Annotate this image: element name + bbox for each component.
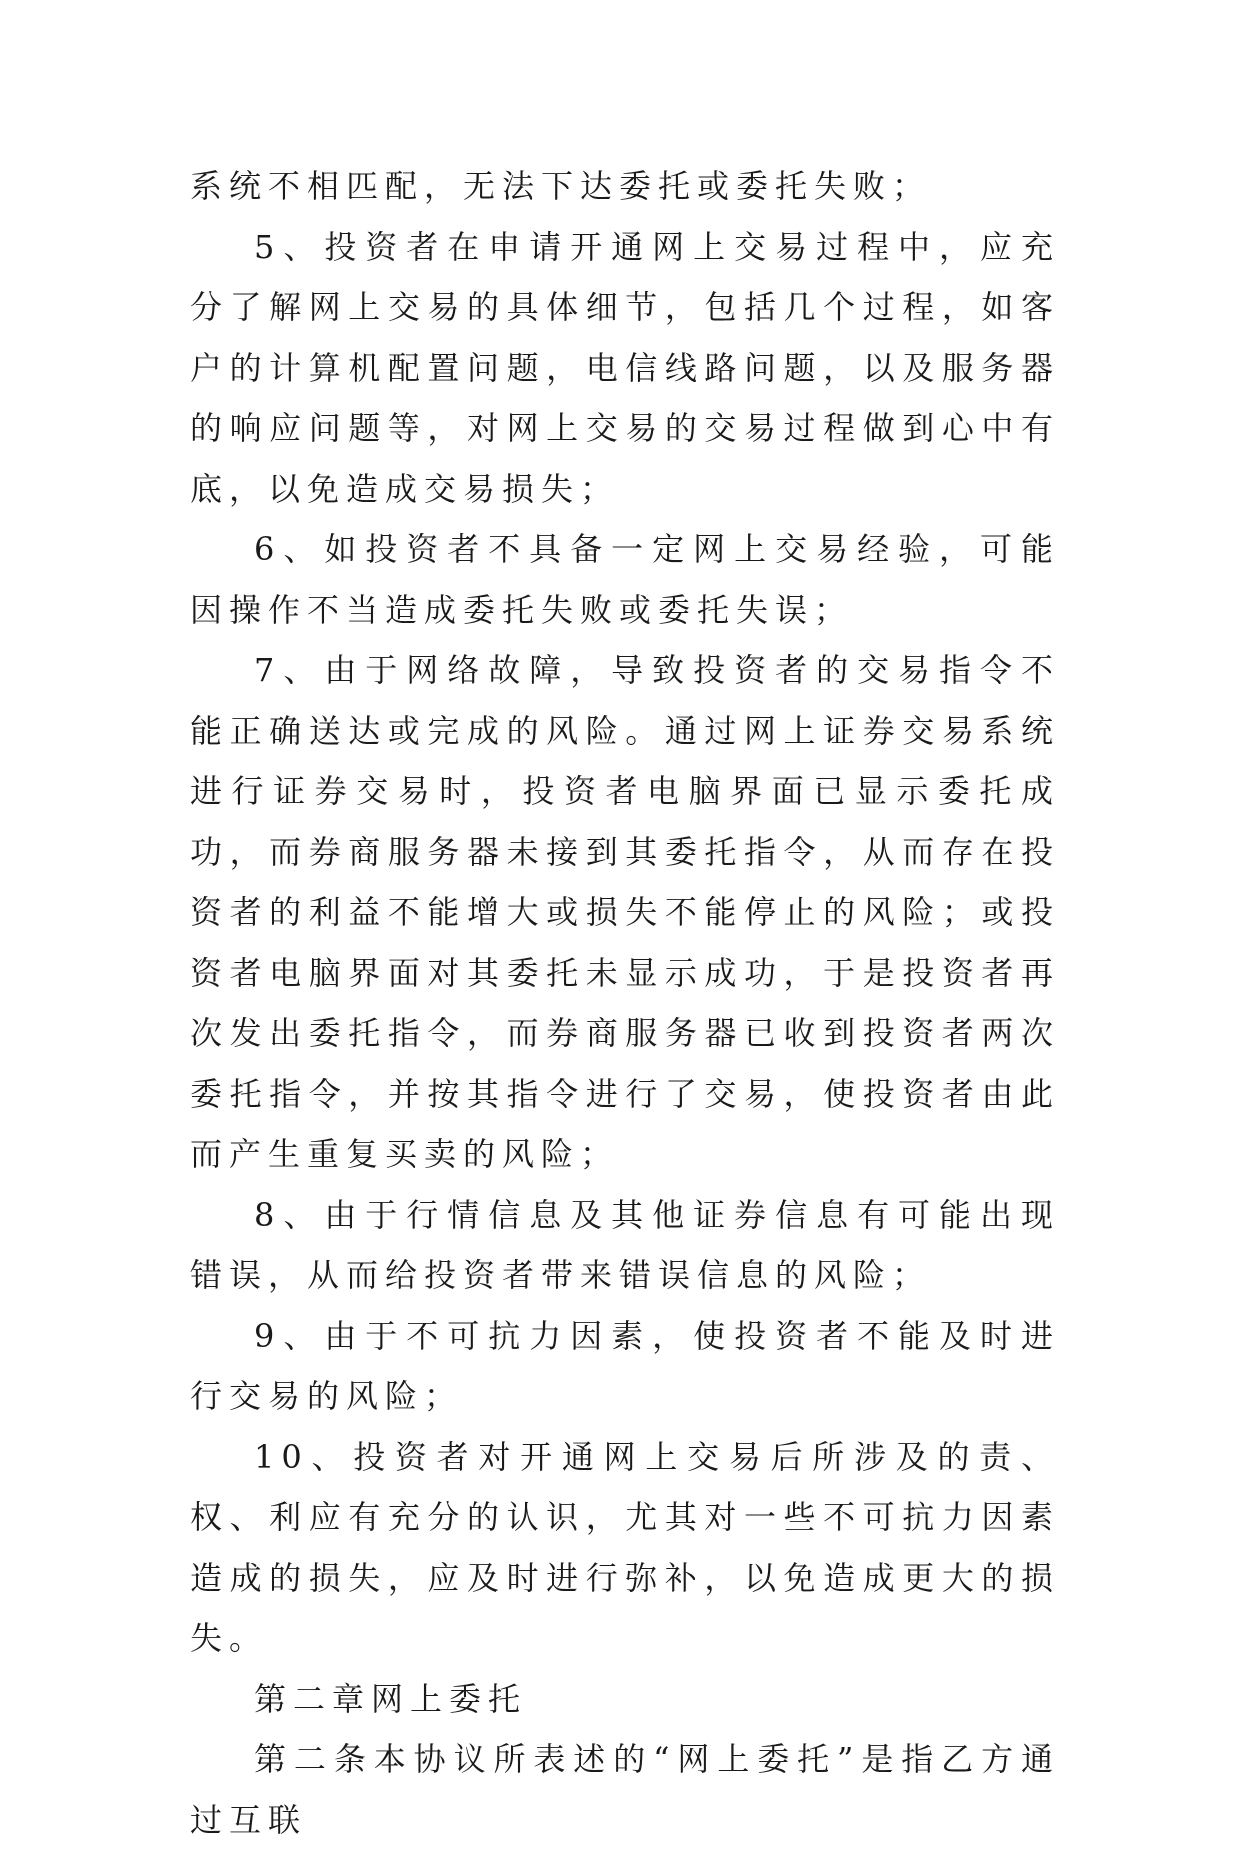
paragraph-item-5: 5、投资者在申请开通网上交易过程中，应充分了解网上交易的具体细节，包括几个过程，如客户的计算机配置问题，电信线路问题，以及服务器的响应问题等，对网上交易的交易过程做到心中有底，以免造成交易损失； bbox=[190, 227, 1060, 508]
paragraph-item-10: 10、投资者对开通网上交易后所涉及的责、权、利应有充分的认识，尤其对一些不可抗力因素造成的损失，应及时进行弥补，以免造成更大的损失。 bbox=[190, 1437, 1060, 1657]
paragraph-article-2: 第二条本协议所表述的“网上委托”是指乙方通过互联 bbox=[190, 1740, 1060, 1839]
paragraph-continuation: 系统不相匹配，无法下达委托或委托失败； bbox=[190, 167, 932, 205]
chapter-heading: 第二章网上委托 bbox=[254, 1679, 528, 1718]
paragraph-item-7: 7、由于网络故障，导致投资者的交易指令不能正确送达或完成的风险。通过网上证券交易系统进行证券交易时，投资者电脑界面已显示委托成功，而券商服务器未接到其委托指令，从而存在投资者的利益不能增大或损失不能停止的风险；或投资者电脑界面对其委托未显示成功，于是投资者再次发出委托指令，而券商服务器已收到投资者两次委托指令，并按其指令进行了交易，使投资者由此而产生重复买卖的风险； bbox=[190, 651, 1060, 1173]
paragraph-item-6: 6、如投资者不具备一定网上交易经验，可能因操作不当造成委托失败或委托失误； bbox=[190, 530, 1060, 629]
paragraph-item-8: 8、由于行情信息及其他证券信息有可能出现错误，从而给投资者带来错误信息的风险； bbox=[190, 1195, 1060, 1294]
document-body bbox=[190, 156, 1060, 1850]
paragraph-item-9: 9、由于不可抗力因素，使投资者不能及时进行交易的风险； bbox=[190, 1316, 1060, 1415]
